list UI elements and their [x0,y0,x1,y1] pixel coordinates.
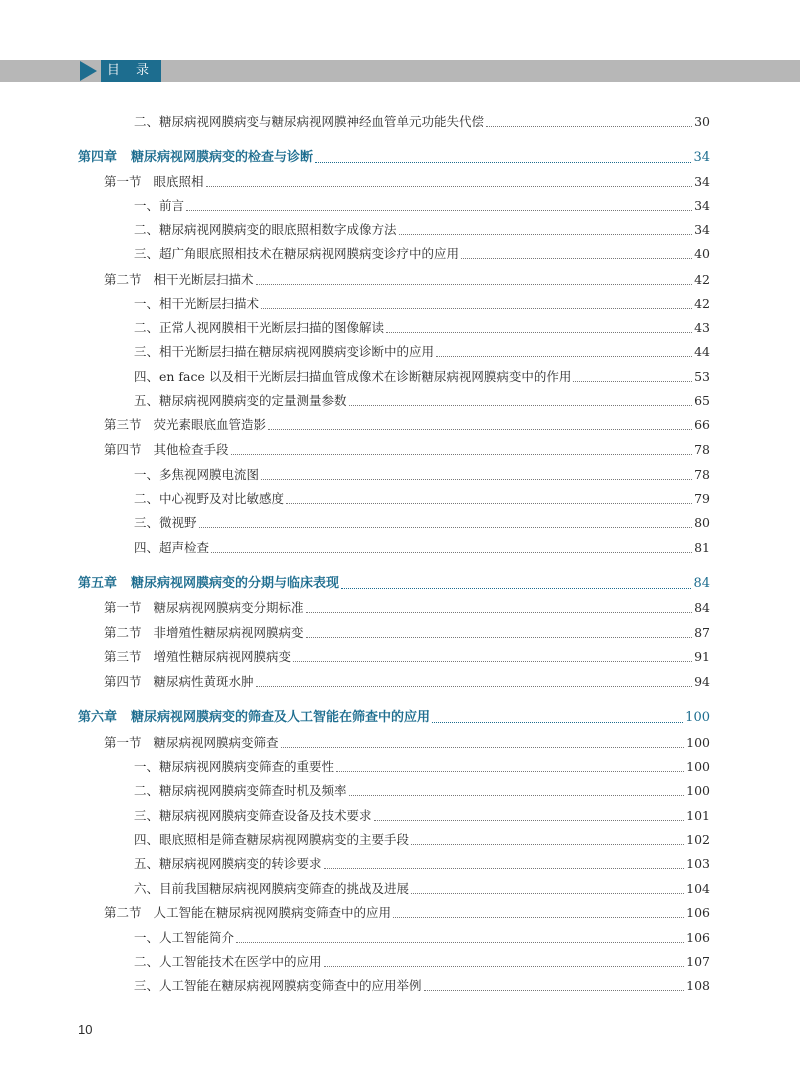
dot-leader [211,551,692,553]
toc-title: 一、相干光断层扫描术 [134,296,260,311]
toc-item-row[interactable] [134,294,710,314]
toc-title: 糖尿病视网膜病变的分期与临床表现 [131,576,340,591]
toc-item-row[interactable] [134,806,710,826]
dot-leader [399,233,693,235]
toc-page-number: 106 [686,905,710,920]
toc-title: 四、眼底照相是筛查糖尿病视网膜病变的主要手段 [134,832,410,847]
dot-leader [336,770,684,772]
toc-number: 第一节 [104,735,142,750]
dot-leader [411,892,684,894]
toc-title: 三、超广角眼底照相技术在糖尿病视网膜病变诊疗中的应用 [134,246,460,261]
toc-number: 第四章 [78,150,118,165]
toc-title: 六、目前我国糖尿病视网膜病变筛查的挑战及进展 [134,881,410,896]
dot-leader [186,209,692,211]
dot-leader [231,453,693,455]
toc-chapter-row[interactable] [78,148,710,168]
toc-page-number: 34 [693,150,710,165]
toc-section-row[interactable] [104,623,710,643]
dot-leader [256,685,693,687]
toc-title: 五、糖尿病视网膜病变的转诊要求 [134,856,322,871]
toc-page-number: 42 [694,272,710,287]
toc-item-row[interactable] [134,220,710,240]
dot-leader [324,965,685,967]
toc-page-number: 108 [686,978,710,993]
header-title: 目 录 [101,60,161,82]
toc-page-number: 100 [686,783,710,798]
toc-page-number: 100 [686,759,710,774]
toc-title: 三、糖尿病视网膜病变筛查设备及技术要求 [134,808,372,823]
dot-leader [199,526,693,528]
dot-leader [315,161,691,163]
toc-title: 糖尿病性黄斑水肿 [153,674,254,689]
toc-page-number: 102 [686,832,710,847]
toc-section-row[interactable] [104,440,710,460]
toc-number: 第四节 [104,674,142,689]
toc-item-row[interactable] [134,879,710,899]
toc-item-row[interactable] [134,367,710,387]
toc-title: 一、人工智能简介 [134,930,235,945]
toc-item-row[interactable] [134,854,710,874]
toc-page-number: 100 [686,735,710,750]
toc-item-row[interactable] [134,342,710,362]
toc-page-number: 107 [686,954,710,969]
toc-page-number: 44 [694,344,710,359]
toc-chapter-row[interactable] [78,574,710,594]
toc-item-row[interactable] [134,465,710,485]
toc-title: 四、en face 以及相干光断层扫描血管成像术在诊断糖尿病视网膜病变中的作用 [134,369,572,384]
dot-leader [461,257,692,259]
toc-title: 一、前言 [134,198,185,213]
toc-section-row[interactable] [104,672,710,692]
dot-leader [206,185,693,187]
toc-page-number: 65 [694,393,710,408]
toc-title: 糖尿病视网膜病变的筛查及人工智能在筛查中的应用 [131,710,431,725]
toc-title: 二、糖尿病视网膜病变与糖尿病视网膜神经血管单元功能失代偿 [134,114,485,129]
toc-section-row[interactable] [104,647,710,667]
toc-title: 一、糖尿病视网膜病变筛查的重要性 [134,759,335,774]
toc-page-number: 34 [694,174,710,189]
toc-item-row[interactable] [134,196,710,216]
toc-number: 第一节 [104,174,142,189]
dot-leader [411,843,684,845]
toc-page-number: 34 [694,222,710,237]
toc-title: 三、微视野 [134,515,197,530]
dot-leader [306,636,693,638]
toc-page-number: 106 [686,930,710,945]
toc-number: 第五章 [78,576,118,591]
toc-number: 第三节 [104,649,142,664]
toc-page-number: 91 [694,649,710,664]
toc-title: 二、糖尿病视网膜病变筛查时机及频率 [134,783,347,798]
toc-title: 二、人工智能技术在医学中的应用 [134,954,322,969]
toc-item-row[interactable] [134,112,710,132]
toc-number: 第三节 [104,417,142,432]
dot-leader [256,283,693,285]
toc-item-row[interactable] [134,391,710,411]
toc-section-row[interactable] [104,270,710,290]
page-number: 10 [78,1022,93,1037]
toc-title: 二、正常人视网膜相干光断层扫描的图像解读 [134,320,385,335]
toc-title: 相干光断层扫描术 [153,272,254,287]
toc-item-row[interactable] [134,976,710,996]
toc-item-row[interactable] [134,318,710,338]
toc-title: 人工智能在糖尿病视网膜病变筛查中的应用 [153,905,392,920]
dot-leader [306,611,693,613]
toc-page-number: 101 [686,808,710,823]
toc-number: 第六章 [78,710,118,725]
dot-leader [324,867,685,869]
toc-number: 第二节 [104,625,142,640]
toc-number: 第一节 [104,600,142,615]
dot-leader [261,307,692,309]
dot-leader [424,989,685,991]
dot-leader [374,819,685,821]
toc-title: 二、中心视野及对比敏感度 [134,491,285,506]
toc-title: 增殖性糖尿病视网膜病变 [153,649,292,664]
toc-section-row[interactable] [104,598,710,618]
toc-page-number: 87 [694,625,710,640]
toc-item-row[interactable] [134,781,710,801]
dot-leader [293,660,692,662]
toc-page-number: 84 [693,576,710,591]
toc-item-row[interactable] [134,757,710,777]
dot-leader [436,355,692,357]
toc-item-row[interactable] [134,830,710,850]
toc-page-number: 43 [694,320,710,335]
toc-item-row[interactable] [134,513,710,533]
toc-number: 第二节 [104,272,142,287]
toc-title: 三、相干光断层扫描在糖尿病视网膜病变诊断中的应用 [134,344,435,359]
dot-leader [261,478,692,480]
toc-title: 一、多焦视网膜电流图 [134,467,260,482]
dot-leader [386,331,692,333]
toc-page-number: 40 [694,246,710,261]
toc-page-number: 78 [694,467,710,482]
toc-title: 四、超声检查 [134,540,210,555]
toc-page-number: 66 [694,417,710,432]
toc-number: 第二节 [104,905,142,920]
toc-page-number: 103 [686,856,710,871]
dot-leader [349,794,685,796]
toc-item-row[interactable] [134,928,710,948]
toc-chapter-row[interactable] [78,708,710,728]
toc-page-number: 34 [694,198,710,213]
toc-section-row[interactable] [104,903,710,923]
toc-page-number: 94 [694,674,710,689]
toc-title: 二、糖尿病视网膜病变的眼底照相数字成像方法 [134,222,397,237]
toc-title: 糖尿病视网膜病变分期标准 [153,600,304,615]
toc-title: 荧光素眼底血管造影 [153,417,267,432]
toc-section-row[interactable] [104,172,710,192]
toc-title: 眼底照相 [153,174,204,189]
dot-leader [349,404,693,406]
toc-page-number: 79 [694,491,710,506]
toc-title: 三、人工智能在糖尿病视网膜病变筛查中的应用举例 [134,978,422,993]
dot-leader [286,502,692,504]
dot-leader [393,916,684,918]
toc-item-row[interactable] [134,489,710,509]
dot-leader [486,125,692,127]
toc-number: 第四节 [104,442,142,457]
toc-item-row[interactable] [134,244,710,264]
dot-leader [268,428,692,430]
dot-leader [281,746,685,748]
toc-page-number: 42 [694,296,710,311]
toc-item-row[interactable] [134,538,710,558]
dot-leader [236,941,684,943]
toc-section-row[interactable] [104,733,710,753]
toc-title: 其他检查手段 [153,442,229,457]
toc-page-number: 53 [694,369,710,384]
toc-page-number: 30 [694,114,710,129]
toc-title: 糖尿病视网膜病变的检查与诊断 [131,150,314,165]
dot-leader [341,587,691,589]
toc-title: 五、糖尿病视网膜病变的定量测量参数 [134,393,347,408]
toc-page-number: 81 [694,540,710,555]
toc-page-number: 104 [686,881,710,896]
dot-leader [432,721,683,723]
toc-item-row[interactable] [134,952,710,972]
toc-page-number: 100 [685,710,710,725]
toc-page-number: 80 [694,515,710,530]
toc-title: 非增殖性糖尿病视网膜病变 [153,625,304,640]
dot-leader [573,380,692,382]
toc-title: 糖尿病视网膜病变筛查 [153,735,279,750]
toc-page-number: 84 [694,600,710,615]
toc-page-number: 78 [694,442,710,457]
toc-section-row[interactable] [104,415,710,435]
